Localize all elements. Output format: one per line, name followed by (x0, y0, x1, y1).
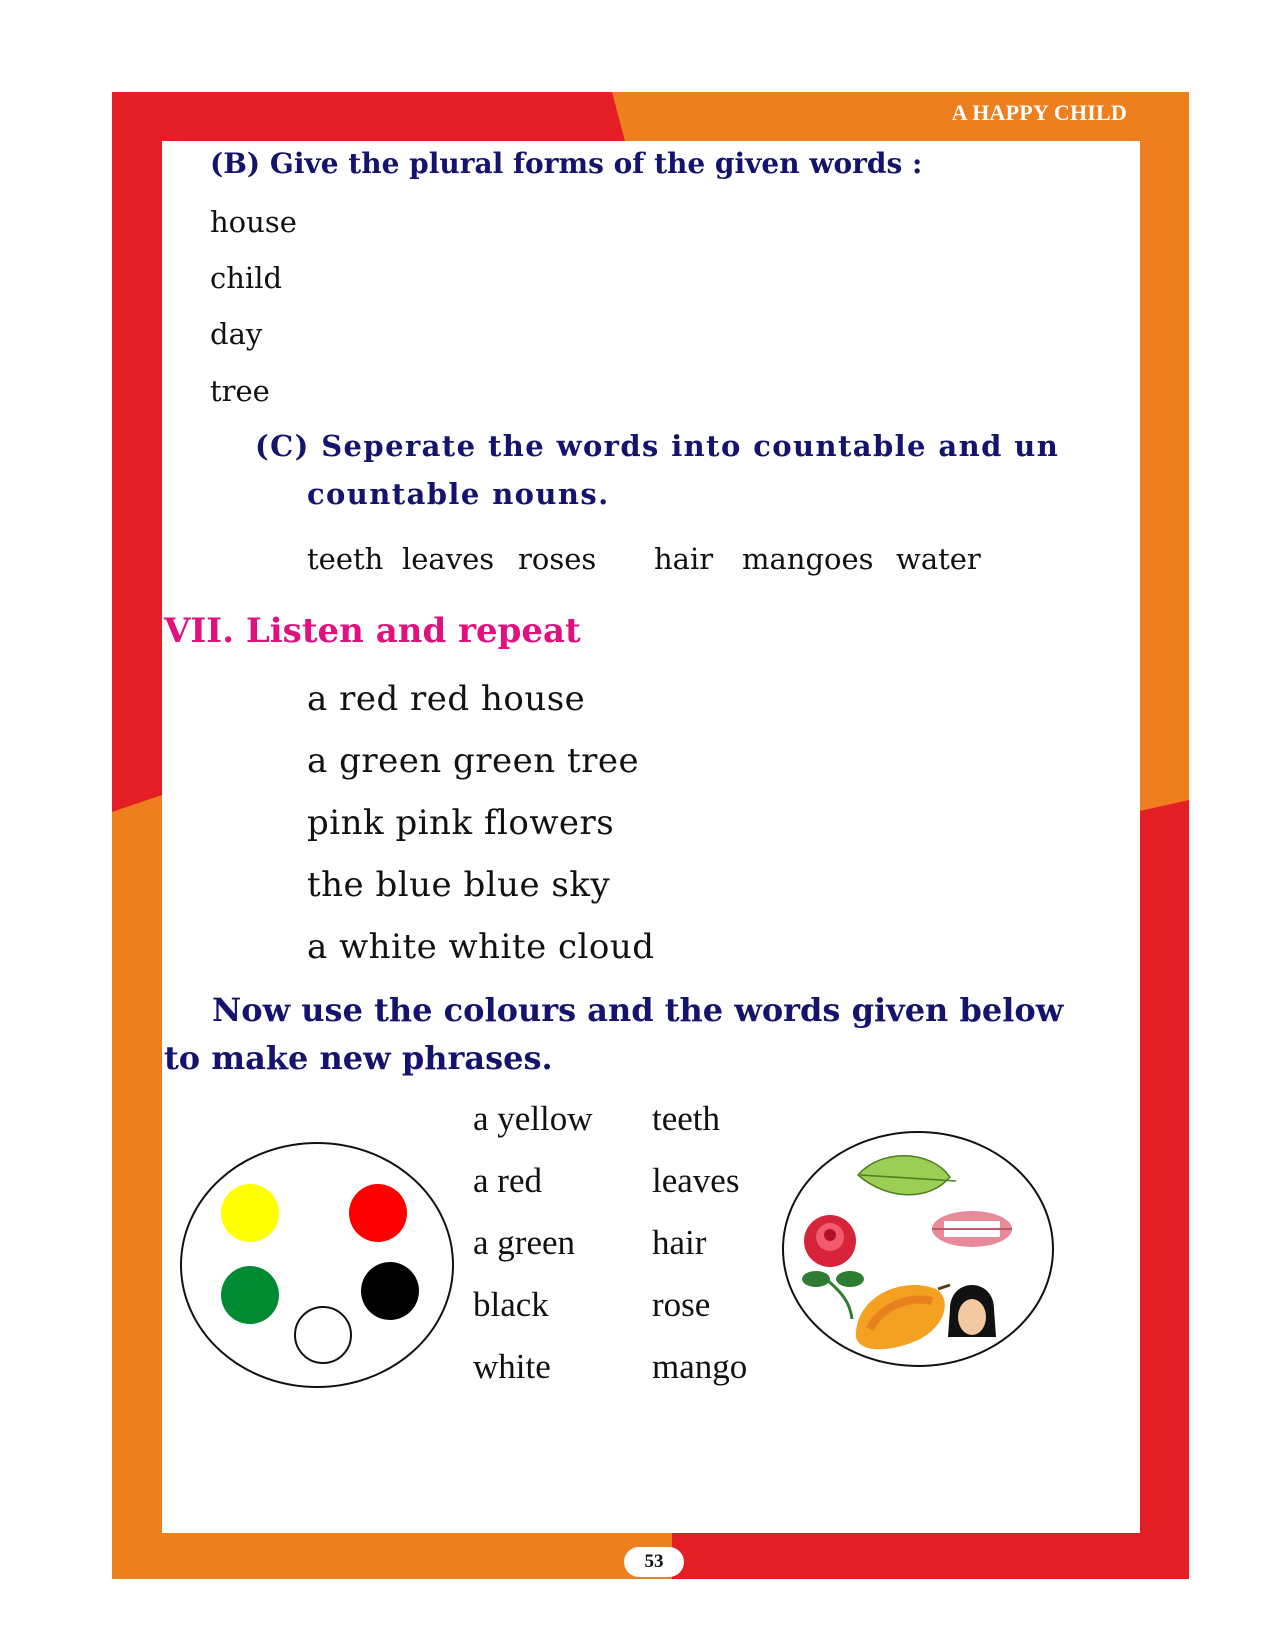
noun-word: mangoes (742, 542, 874, 576)
object-word: rose (652, 1285, 711, 1324)
page-number: 53 (624, 1547, 684, 1577)
section-vii-title: VII. Listen and repeat (164, 611, 581, 651)
plural-word: tree (210, 374, 270, 408)
colour-word: a red (473, 1161, 542, 1200)
content-panel (162, 141, 1140, 1533)
instruction-line: Now use the colours and the words given below (212, 991, 1064, 1029)
repeat-phrase: a red red house (307, 679, 586, 719)
object-word: teeth (652, 1099, 721, 1138)
colour-word: white (473, 1347, 551, 1386)
repeat-phrase: a green green tree (307, 741, 640, 781)
section-c-heading-cont: countable nouns. (307, 477, 610, 511)
colour-word: a yellow (473, 1099, 593, 1138)
yellow-dot (221, 1184, 279, 1242)
noun-word: teeth (307, 542, 384, 576)
plural-word: house (210, 205, 297, 239)
noun-word: hair (654, 542, 714, 576)
instruction-line: to make new phrases. (164, 1039, 553, 1077)
section-b-heading: (B) Give the plural forms of the given words : (210, 147, 923, 180)
black-dot (361, 1262, 419, 1320)
teeth-icon (932, 1211, 1012, 1247)
plural-word: child (210, 261, 283, 295)
colour-word: black (473, 1285, 549, 1324)
running-head: A HAPPY CHILD (951, 100, 1127, 125)
plural-word: day (210, 317, 263, 351)
noun-word: roses (518, 542, 597, 576)
object-word: hair (652, 1223, 707, 1262)
section-c-heading: (C) Seperate the words into countable and un (255, 429, 1060, 463)
object-word: mango (652, 1347, 748, 1386)
noun-word: water (896, 542, 981, 576)
white-dot (295, 1307, 351, 1363)
red-dot (349, 1184, 407, 1242)
object-word: leaves (652, 1161, 740, 1200)
colour-word: a green (473, 1223, 576, 1262)
page-frame (112, 92, 1189, 1579)
repeat-phrase: pink pink flowers (307, 803, 615, 843)
colour-palette (172, 1125, 462, 1405)
repeat-phrase: a white white cloud (307, 927, 655, 967)
picture-circle (780, 1129, 1058, 1371)
noun-word: leaves (402, 542, 495, 576)
green-dot (221, 1266, 279, 1324)
repeat-phrase: the blue blue sky (307, 865, 611, 905)
